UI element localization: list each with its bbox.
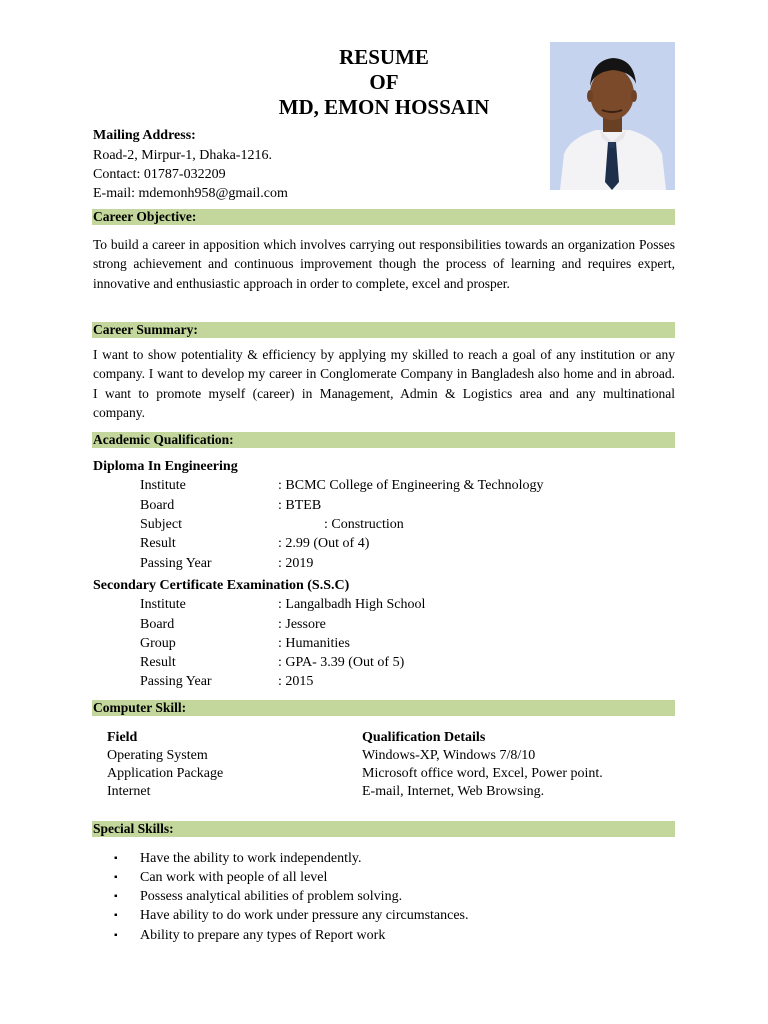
diploma-board-value: : BTEB	[278, 498, 322, 513]
special-skill-item: Can work with people of all level	[140, 870, 328, 885]
diploma-passing-year-value: : 2019	[278, 556, 314, 571]
contact-phone: Contact: 01787-032209	[93, 167, 226, 182]
ssc-passing-year-label: Passing Year	[140, 674, 212, 689]
special-skill-item: Possess analytical abilities of problem solving.	[140, 889, 403, 904]
special-skill-item: Have ability to do work under pressure any circumstances.	[140, 908, 469, 923]
ssc-result-label: Result	[140, 655, 176, 670]
bullet-icon: ▪	[114, 891, 118, 902]
computer-skill-details: Windows-XP, Windows 7/8/10	[362, 748, 536, 763]
ssc-passing-year-value: : 2015	[278, 674, 314, 689]
diploma-subject-value: : Construction	[324, 517, 404, 532]
diploma-subject-label: Subject	[140, 517, 182, 532]
computer-skill-field: Operating System	[107, 748, 208, 763]
candidate-name: MD, EMON HOSSAIN	[278, 95, 490, 119]
career-objective-heading: Career Objective:	[92, 209, 675, 225]
computer-skill-field-header: Field	[107, 730, 138, 745]
career-summary-text: I want to show potentiality & efficiency by applying my skilled to reach a goal of any institution or any company. I want to develop my career in Conglomerate Company in Bangladesh also home and in abroad. I want to promote myself (career) in Management, Admin & Logistics area and any multinational company.	[93, 347, 675, 421]
career-summary-heading: Career Summary:	[92, 322, 675, 338]
mailing-address: Road-2, Mirpur-1, Dhaka-1216.	[93, 148, 272, 163]
ssc-board-label: Board	[140, 617, 175, 632]
academic-qualification-heading: Academic Qualification:	[92, 432, 675, 448]
resume-title: RESUME	[339, 45, 429, 69]
computer-skill-details: E-mail, Internet, Web Browsing.	[362, 784, 545, 799]
diploma-result-label: Result	[140, 536, 176, 551]
bullet-icon: ▪	[114, 910, 118, 921]
bullet-icon: ▪	[114, 853, 118, 864]
profile-photo	[550, 42, 675, 190]
diploma-result-value: : 2.99 (Out of 4)	[278, 536, 370, 551]
ssc-group-label: Group	[140, 636, 176, 651]
career-objective-text: To build a career in apposition which involves carrying out responsibilities towards an organization Posses strong achievement and continuous improvement though the process of learning and requires expert, innovative and enthusiastic approach in order to complete, excel and prosper.	[93, 237, 675, 291]
bullet-icon: ▪	[114, 872, 118, 883]
ssc-board-value: : Jessore	[278, 617, 326, 632]
contact-email: E-mail: mdemonh958@gmail.com	[93, 186, 288, 201]
special-skill-item: Ability to prepare any types of Report work	[140, 928, 386, 943]
ssc-result-value: : GPA- 3.39 (Out of 5)	[278, 655, 405, 670]
special-skills-heading: Special Skills:	[92, 821, 675, 837]
diploma-title: Diploma In Engineering	[93, 459, 238, 474]
computer-skill-field: Internet	[107, 784, 151, 799]
special-skill-item: Have the ability to work independently.	[140, 851, 362, 866]
ssc-title: Secondary Certificate Examination (S.S.C)	[93, 578, 350, 593]
computer-skill-details-header: Qualification Details	[362, 730, 486, 745]
bullet-icon: ▪	[114, 930, 118, 941]
diploma-passing-year-label: Passing Year	[140, 556, 212, 571]
profile-photo-image	[550, 42, 675, 190]
ssc-institute-value: : Langalbadh High School	[278, 597, 426, 612]
diploma-institute-label: Institute	[140, 478, 186, 493]
resume-title-of: OF	[369, 70, 399, 94]
diploma-institute-value: : BCMC College of Engineering & Technology	[278, 478, 544, 493]
ssc-group-value: : Humanities	[278, 636, 350, 651]
mailing-address-heading: Mailing Address:	[93, 128, 196, 143]
computer-skill-heading: Computer Skill:	[92, 700, 675, 716]
computer-skill-details: Microsoft office word, Excel, Power point.	[362, 766, 603, 781]
computer-skill-field: Application Package	[107, 766, 224, 781]
ssc-institute-label: Institute	[140, 597, 186, 612]
diploma-board-label: Board	[140, 498, 175, 513]
